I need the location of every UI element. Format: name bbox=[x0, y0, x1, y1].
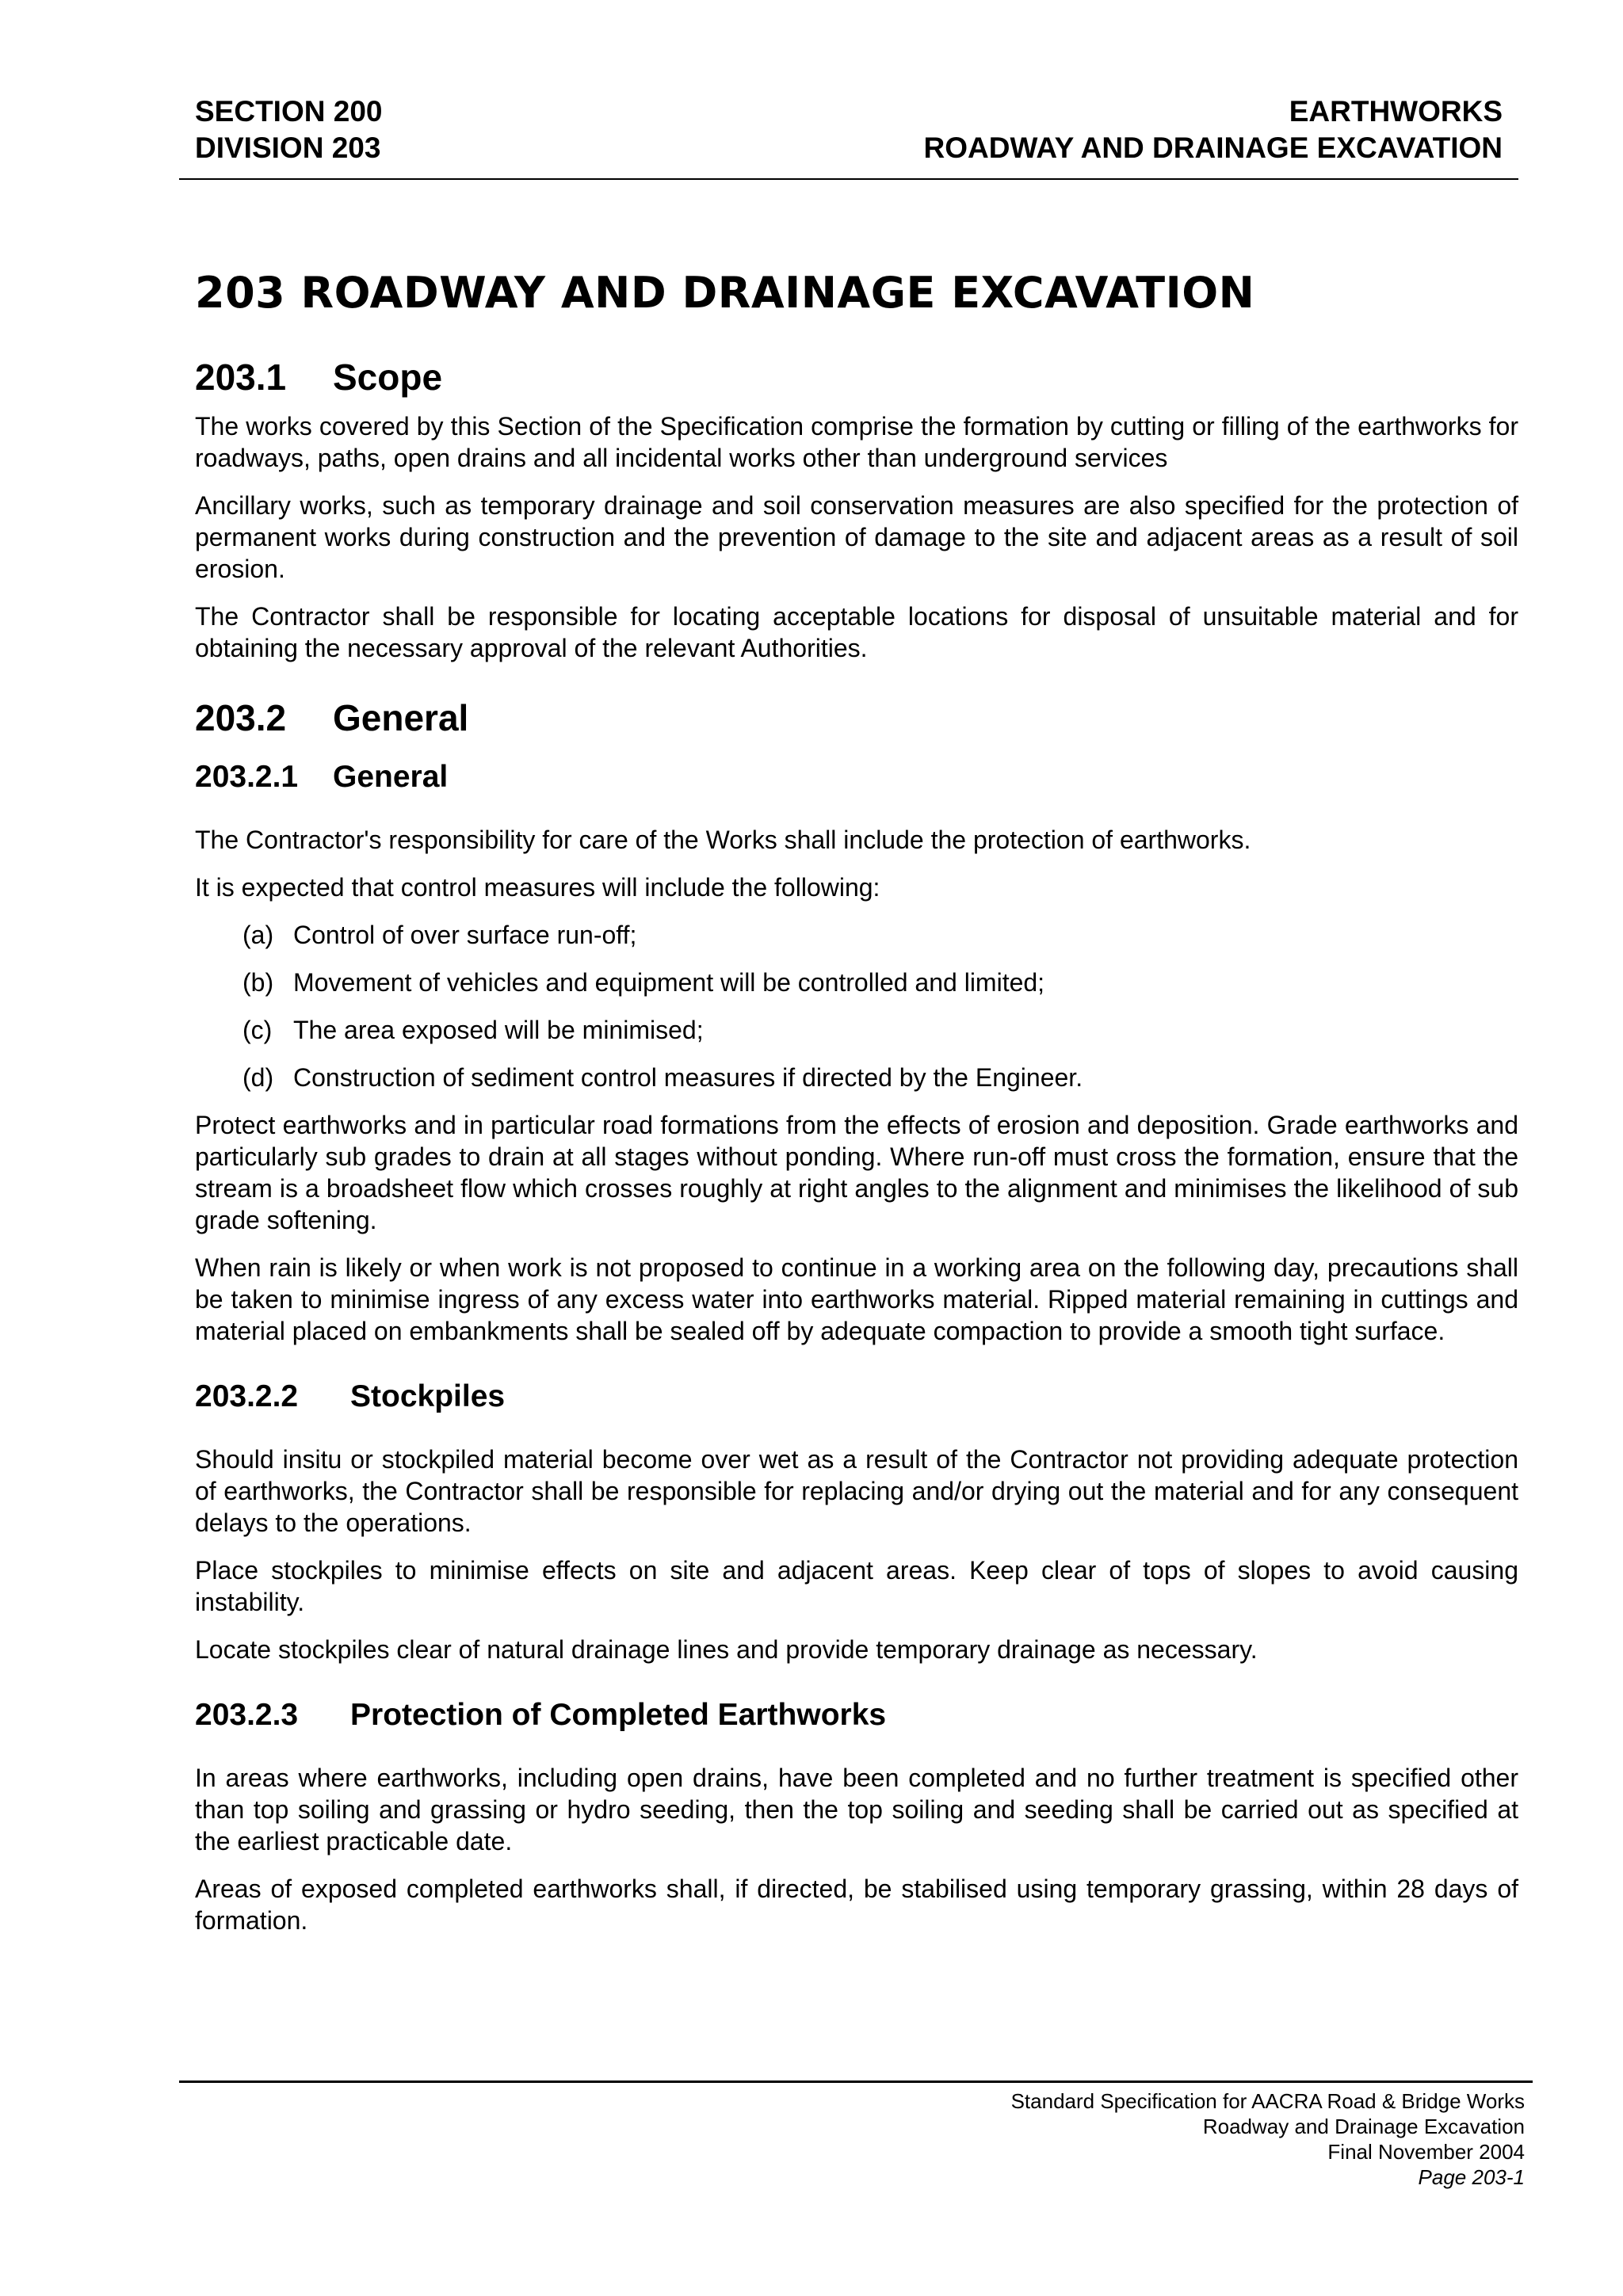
page-footer bbox=[1011, 2088, 1525, 2190]
paragraph: The Contractor's responsibility for care of the Works shall include the protection of earthworks. bbox=[195, 826, 1251, 854]
paragraph: When rain is likely or when work is not proposed to continue in a working area on the following day, precautions shall be taken to minimise ingress of any excess water into earthworks material. Ripped material remaining in cuttings and material placed on embankments shall be sealed off by adequate compaction to provide a smooth tight surface. bbox=[195, 1253, 1518, 1345]
subsection-title: Stockpiles bbox=[350, 1379, 506, 1413]
footer-division-title: Roadway and Drainage Excavation bbox=[1202, 2115, 1525, 2138]
list-item bbox=[195, 919, 1518, 951]
paragraph: In areas where earthworks, including open drains, have been completed and no further treatment is specified other than top soiling and grassing or hydro seeding, then the top soiling and seeding shall be carried out as specified at the earliest practicable date. bbox=[195, 1764, 1518, 1855]
list-item-text: Control of over surface run-off; bbox=[293, 921, 637, 949]
section-title: Scope bbox=[333, 357, 443, 398]
section-heading-general bbox=[195, 696, 1518, 740]
list-item-text: Construction of sediment control measures if directed by the Engineer. bbox=[293, 1063, 1083, 1092]
header-division-title: ROADWAY AND DRAINAGE EXCAVATION bbox=[923, 132, 1503, 164]
list-item bbox=[195, 1062, 1518, 1093]
subsection-heading-stockpiles bbox=[195, 1377, 1518, 1417]
list-item-text: The area exposed will be minimised; bbox=[293, 1016, 704, 1044]
list-item-text: Movement of vehicles and equipment will be controlled and limited; bbox=[293, 968, 1045, 997]
paragraph: Ancillary works, such as temporary drainage and soil conservation measures are also specified for the protection of permanent works during construction and the prevention of damage to the site and adjacent areas as a result of soil erosion. bbox=[195, 491, 1518, 583]
header-section: SECTION 200 bbox=[195, 95, 383, 128]
list-item bbox=[195, 1014, 1518, 1046]
section-number: 203.1 bbox=[195, 357, 287, 398]
footer-divider bbox=[179, 2081, 1533, 2083]
section-number: 203.2 bbox=[195, 697, 287, 738]
list-item bbox=[195, 967, 1518, 998]
page-title: 203 ROADWAY AND DRAINAGE EXCAVATION bbox=[195, 268, 1255, 318]
control-measures-list bbox=[195, 919, 1518, 1093]
paragraph: Place stockpiles to minimise effects on site and adjacent areas. Keep clear of tops of slopes to avoid causing instability. bbox=[195, 1556, 1518, 1616]
header-division: DIVISION 203 bbox=[195, 132, 381, 164]
list-marker: (b) bbox=[242, 968, 274, 997]
header-left bbox=[195, 93, 382, 166]
subsection-heading-general bbox=[195, 757, 1518, 797]
paragraph: Areas of exposed completed earthworks shall, if directed, be stabilised using temporary grassing, within 28 days of formation. bbox=[195, 1875, 1518, 1935]
header-right bbox=[924, 93, 1503, 166]
subsection-number: 203.2.1 bbox=[195, 760, 299, 794]
document-page bbox=[195, 0, 1525, 2296]
list-marker: (c) bbox=[242, 1016, 273, 1044]
paragraph: It is expected that control measures will include the following: bbox=[195, 873, 880, 902]
document-body bbox=[195, 355, 1518, 1936]
list-marker: (a) bbox=[242, 921, 274, 949]
header-divider bbox=[179, 178, 1518, 180]
paragraph: Should insitu or stockpiled material become over wet as a result of the Contractor not providing adequate protection of earthworks, the Contractor shall be responsible for replacing and/or drying out the material and for any consequent delays to the operations. bbox=[195, 1445, 1518, 1537]
subsection-number: 203.2.3 bbox=[195, 1698, 299, 1732]
paragraph: The works covered by this Section of the Specification comprise the formation by cutting or filling of the earthworks for roadways, paths, open drains and all incidental works other than underground services bbox=[195, 412, 1518, 472]
subsection-title: General bbox=[333, 760, 449, 794]
section-heading-scope bbox=[195, 355, 1518, 399]
section-title: General bbox=[333, 697, 469, 738]
paragraph: Protect earthworks and in particular road formations from the effects of erosion and deposition. Grade earthworks and particularly sub grades to drain at all stages without ponding. Where run-off must cross the formation, ensure that the stream is a broadsheet flow which crosses roughly at right angles to the alignment and minimises the likelihood of sub grade softening. bbox=[195, 1111, 1518, 1234]
subsection-number: 203.2.2 bbox=[195, 1379, 299, 1413]
paragraph: The Contractor shall be responsible for locating acceptable locations for disposal of unsuitable material and for obtaining the necessary approval of the relevant Authorities. bbox=[195, 602, 1518, 662]
subsection-heading-protection bbox=[195, 1695, 1518, 1735]
page-number: Page 203-1 bbox=[1418, 2165, 1525, 2189]
list-marker: (d) bbox=[242, 1063, 274, 1092]
subsection-title: Protection of Completed Earthworks bbox=[350, 1698, 887, 1732]
footer-spec-title: Standard Specification for AACRA Road & Bridge Works bbox=[1010, 2089, 1525, 2113]
paragraph: Locate stockpiles clear of natural drainage lines and provide temporary drainage as necessary. bbox=[195, 1635, 1258, 1664]
header-section-title: EARTHWORKS bbox=[1289, 95, 1503, 128]
footer-version: Final November 2004 bbox=[1327, 2140, 1525, 2164]
